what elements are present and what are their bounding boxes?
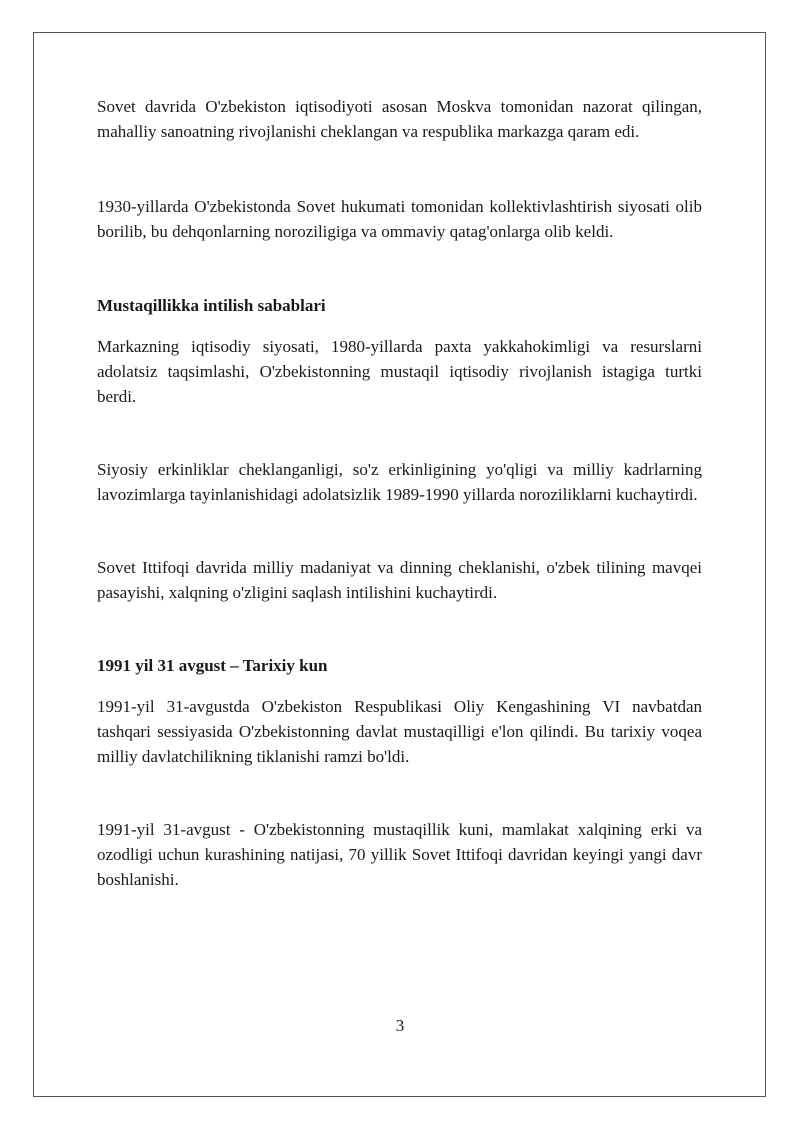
document-body [97, 94, 702, 892]
paragraph: 1991-yil 31-avgustda O'zbekiston Respublikasi Oliy Kengashining VI navbatdan tashqari sessiyasida O'zbekistonning davlat mustaqilligi e'lon qilindi. Bu tarixiy voqea milliy davlatchilikning tiklanishi ramzi bo'ldi. [97, 697, 702, 766]
paragraph: Markazning iqtisodiy siyosati, 1980-yillarda paxta yakkahokimligi va resurslarni adolatsiz taqsimlashi, O'zbekistonning mustaqil iqtisodiy rivojlanish istagiga turtki berdi. [97, 337, 702, 406]
paragraph: Sovet davrida O'zbekiston iqtisodiyoti asosan Moskva tomonidan nazorat qilingan, mahalliy sanoatning rivojlanishi cheklangan va respublika markazga qaram edi. [97, 97, 702, 141]
section-heading: 1991 yil 31 avgust – Tarixiy kun [97, 656, 328, 675]
paragraph: Siyosiy erkinliklar cheklanganligi, so'z erkinligining yo'qligi va milliy kadrlarning lavozimlarga tayinlanishidagi adolatsizlik 1989-1990 yillarda noroziliklarni kuchaytirdi. [97, 460, 702, 504]
paragraph: Sovet Ittifoqi davrida milliy madaniyat va dinning cheklanishi, o'zbek tilining mavqei pasayishi, xalqning o'zligini saqlash intilishini kuchaytirdi. [97, 558, 702, 602]
section-heading: Mustaqillikka intilish sabablari [97, 296, 326, 315]
paragraph: 1991-yil 31-avgust - O'zbekistonning mustaqillik kuni, mamlakat xalqining erki va ozodligi uchun kurashining natijasi, 70 yillik Sovet Ittifoqi davridan keyingi yangi davr boshlanishi. [97, 820, 702, 889]
paragraph: 1930-yillarda O'zbekistonda Sovet hukumati tomonidan kollektivlashtirish siyosati olib borilib, bu dehqonlarning noroziligiga va ommaviy qatag'onlarga olib keldi. [97, 197, 702, 241]
page-number: 3 [395, 1016, 405, 1035]
